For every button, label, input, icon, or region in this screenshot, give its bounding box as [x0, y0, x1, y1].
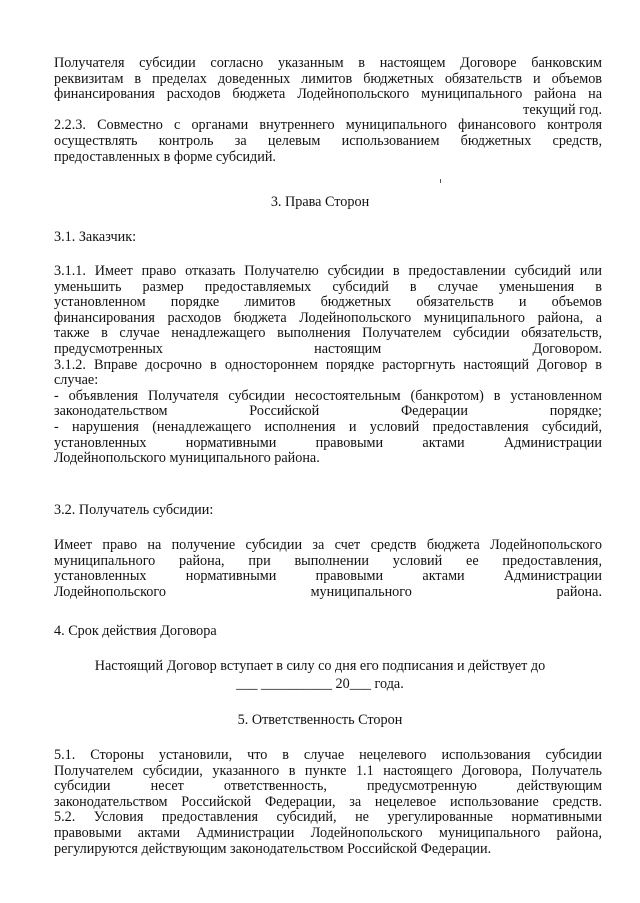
text-line: уменьшить размер предоставляемых субсидий в случае уменьшения в	[54, 278, 602, 295]
text-line: - объявления Получателя субсидии несостоятельным (банкротом) в установленном	[54, 387, 602, 404]
text-line: законодательством Российской Федерации, за нецелевое использование средств.	[54, 793, 602, 810]
text-line: 3.1.2. Вправе досрочно в одностороннем порядке расторгнуть настоящий Договор в	[54, 356, 602, 373]
section-title-term: 4. Срок действия Договора	[54, 623, 217, 639]
text-line: текущий год.	[523, 101, 602, 118]
text-line: случае:	[54, 372, 99, 389]
text-line: Получателем субсидии, указанного в пункте 1.1 настоящего Договора, Получатель	[54, 762, 602, 779]
text-line: 3.1.1. Имеет право отказать Получателю субсидии в предоставлении субсидий или	[54, 263, 602, 279]
text-line: установленном порядке лимитов бюджетных обязательств и объемов	[54, 294, 602, 311]
text-line: регулируются действующим законодательством Российской Федерации.	[54, 840, 492, 857]
subsection-recipient-heading: 3.2. Получатель субсидии:	[54, 502, 214, 518]
paragraph-intro	[54, 56, 602, 165]
text-line: субсидии несет ответственность, предусмотренную действующим	[54, 778, 602, 795]
stray-mark	[440, 179, 441, 183]
text-line: 2.2.3. Совместно с органами внутреннего муниципального финансового контроля	[54, 117, 602, 134]
text-line: осуществлять контроль за целевым использованием бюджетных средств,	[54, 132, 602, 149]
paragraph-3-1	[54, 264, 602, 467]
text-line: правовыми актами Администрации Лодейнопольского муниципального района,	[54, 824, 602, 841]
text-line: реквизитам в пределах доведенных лимитов бюджетных обязательств и объемов	[54, 70, 602, 87]
text-line: Лодейнопольского муниципального района.	[54, 583, 602, 600]
text-line: установленных нормативными правовыми актами Администрации	[54, 568, 602, 585]
text-line: муниципального района, при выполнении условий ее предоставления,	[54, 552, 602, 569]
text-line: предусмотренных настоящим Договором.	[54, 340, 602, 357]
section-title-rights: 3. Права Сторон	[270, 194, 370, 210]
text-line: 5.2. Условия предоставления субсидий, не урегулированные нормативными	[54, 809, 602, 826]
text-line: 5.1. Стороны установили, что в случае нецелевого использования субсидии	[54, 747, 602, 763]
text-line: финансирования расходов бюджета Лодейнопольского муниципального района, а	[54, 309, 602, 326]
text-line: Имеет право на получение субсидии за счет средств бюджета Лодейнопольского	[54, 537, 602, 553]
section-title-responsibility: 5. Ответственность Сторон	[237, 712, 403, 728]
subsection-customer-heading: 3.1. Заказчик:	[54, 229, 137, 245]
text-line: Получателя субсидии согласно указанным в настоящем Договоре банковским	[54, 55, 602, 71]
text-line: установленных нормативными правовыми актами Администрации	[54, 434, 602, 451]
text-line: также в случае ненадлежащего выполнения Получателем субсидии обязательств,	[54, 325, 602, 342]
paragraph-5	[54, 748, 602, 857]
text-line: законодательством Российской Федерации порядке;	[54, 403, 602, 420]
text-line: Лодейнопольского муниципального района.	[54, 450, 320, 467]
term-text-line-1: Настоящий Договор вступает в силу со дня его подписания и действует до	[94, 658, 546, 674]
text-line: финансирования расходов бюджета Лодейнопольского муниципального района на	[54, 86, 602, 103]
text-line: предоставленных в форме субсидий.	[54, 148, 276, 165]
term-date-line: ___ __________ 20___ года.	[236, 676, 404, 692]
text-line: - нарушения (ненадлежащего исполнения и условий предоставления субсидий,	[54, 418, 602, 435]
paragraph-3-2	[54, 538, 602, 600]
